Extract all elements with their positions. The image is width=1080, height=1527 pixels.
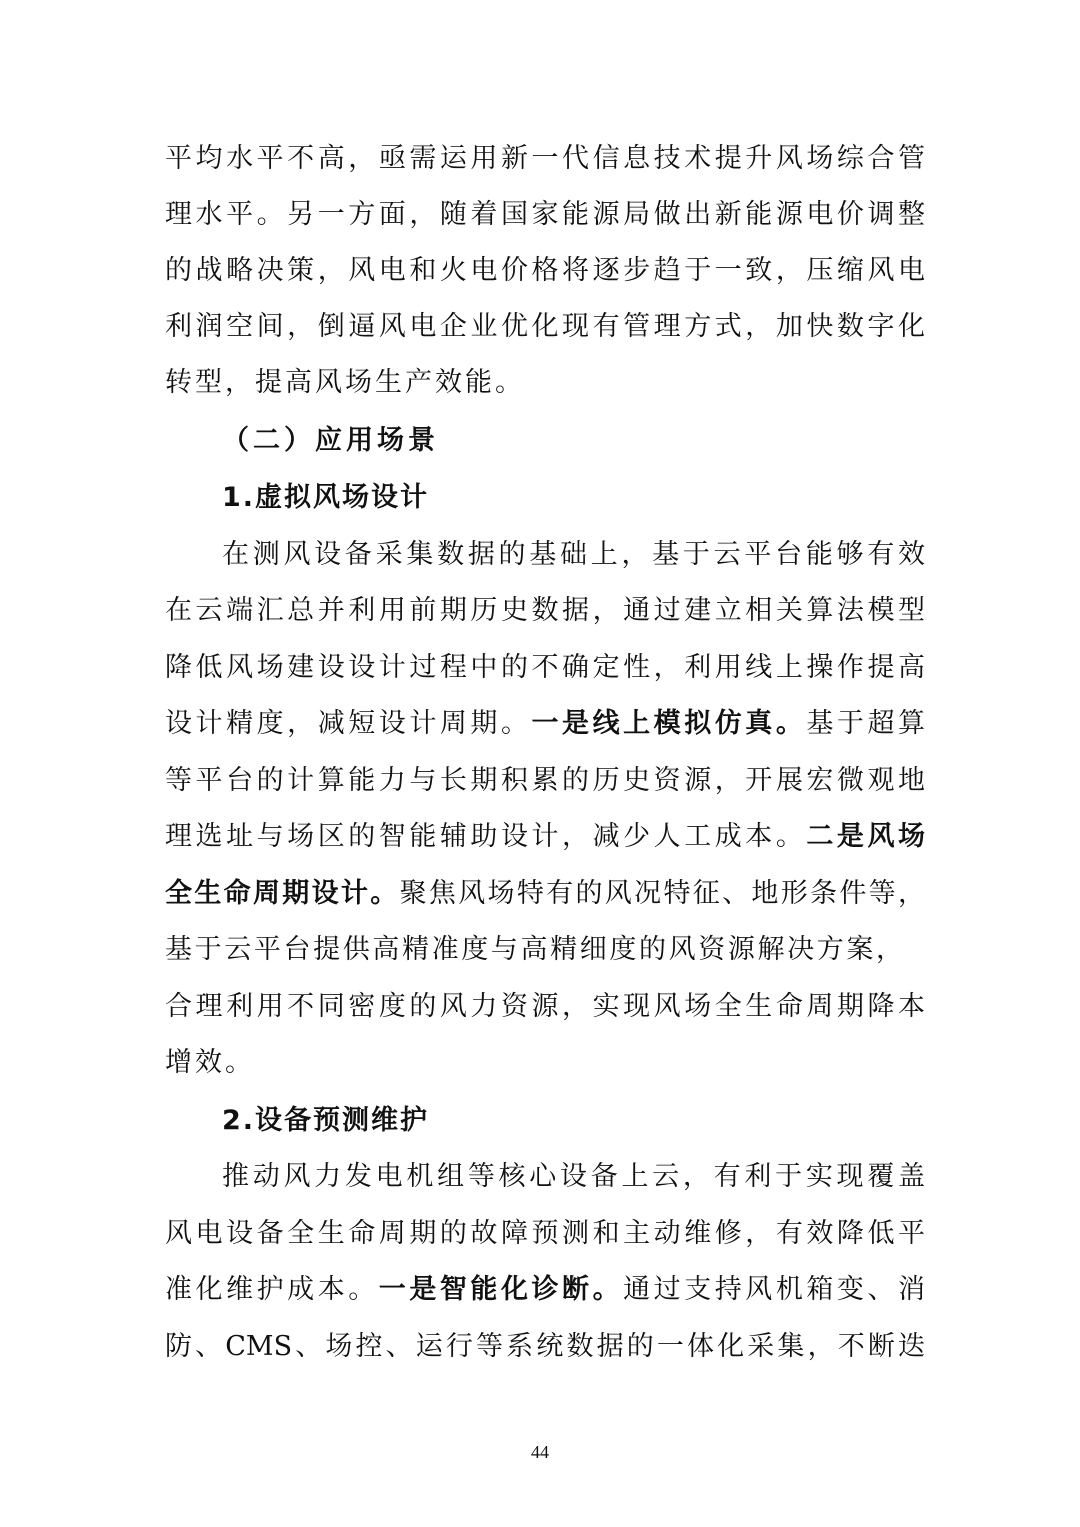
body-line: 合理利用不同密度的风力资源，实现风场全生命周期降本 [165,991,925,1022]
body-line: 防、CMS、场控、运行等系统数据的一体化采集，不断迭 [165,1331,925,1362]
body-line: 利润空间，倒逼风电企业优化现有管理方式，加快数字化 [165,311,925,342]
body-line [165,817,925,857]
page-number: 44 [531,1442,549,1462]
bold-phrase: 全生命周期设计。 [165,878,400,909]
body-text: 设计精度，减短设计周期。 [165,708,532,739]
body-line: 在云端汇总并利用前期历史数据，通过建立相关算法模型 [165,595,925,626]
body-line [165,704,925,744]
bold-phrase: 一是智能化诊断。 [378,1274,624,1305]
body-line: 理水平。另一方面，随着国家能源局做出新能源电价调整 [165,199,925,230]
body-line: 推动风力发电机组等核心设备上云，有利于实现覆盖 [222,1161,925,1192]
body-line [165,1270,925,1310]
body-line: 的战略决策，风电和火电价格将逐步趋于一致，压缩风电 [165,255,925,286]
body-line: 等平台的计算能力与长期积累的历史资源，开展宏微观地 [165,765,925,796]
body-line: 增效。 [165,1047,255,1078]
body-line: 风电设备全生命周期的故障预测和主动维修，有效降低平 [165,1218,925,1249]
body-line [165,874,925,914]
body-text: 理选址与场区的智能辅助设计，减少人工成本。 [165,821,807,852]
body-text: 聚焦风场特有的风况特征、地形条件等， [399,878,926,909]
bold-phrase: 一是线上模拟仿真。 [531,708,807,739]
body-line: 转型，提高风场生产效能。 [165,367,525,398]
subsection-heading: 2.设备预测维护 [222,1105,430,1136]
body-line: 基于云平台提供高精准度与高精细度的风资源解决方案， [165,934,903,965]
body-text: 准化维护成本。 [165,1274,379,1305]
body-line: 平均水平不高，亟需运用新一代信息技术提升风场综合管 [165,143,925,174]
body-line: 降低风场建设设计过程中的不确定性，利用线上操作提高 [165,652,925,683]
bold-phrase: 二是风场 [806,821,926,852]
section-heading: （二）应用场景 [222,425,439,456]
body-text: 基于超算 [806,708,926,739]
subsection-heading: 1.虚拟风场设计 [222,482,430,513]
body-text: 通过支持风机箱变、消 [623,1274,926,1305]
body-line: 在测风设备采集数据的基础上，基于云平台能够有效 [222,539,925,570]
